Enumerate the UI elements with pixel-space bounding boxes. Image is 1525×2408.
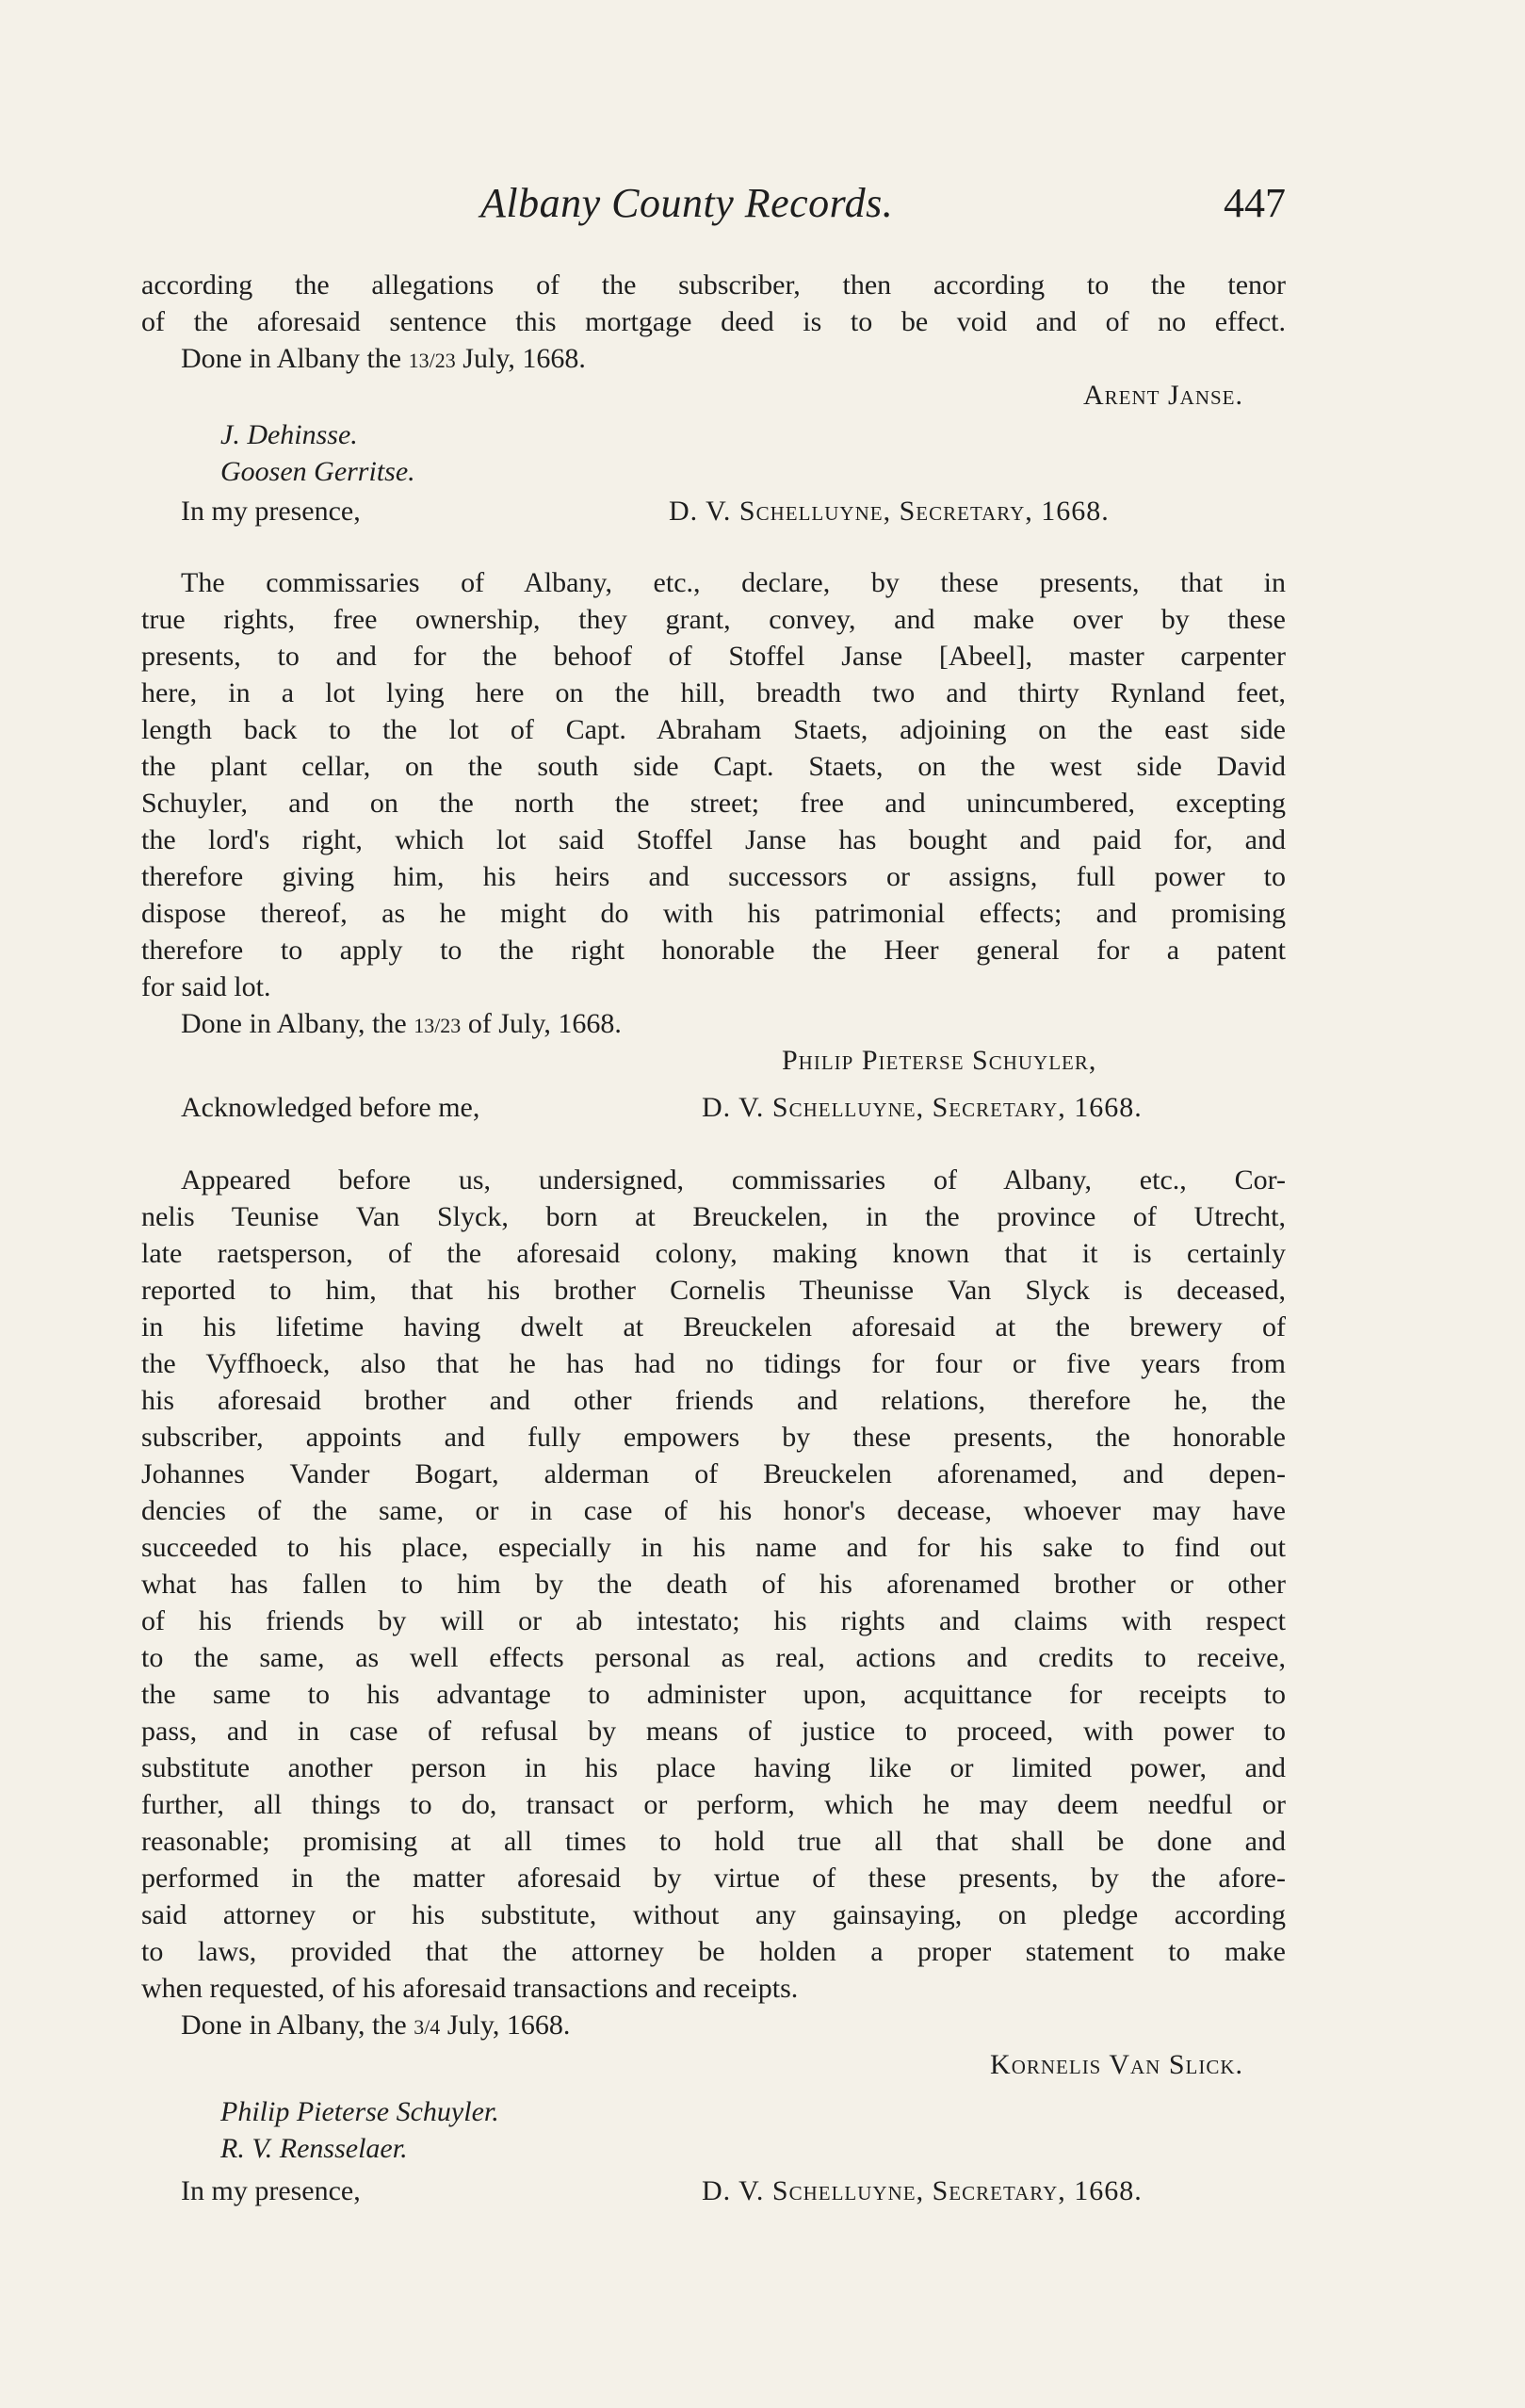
secretary-line: D. V. Schelluyne, Secretary, 1668. — [669, 496, 1110, 527]
done-line — [181, 2007, 1286, 2045]
presence-label: In my presence, — [181, 496, 361, 527]
paragraph-line: his aforesaid brother and other friends and relations, therefore he, the — [141, 1385, 1286, 1416]
paragraph-line: to laws, provided that the attorney be holden a proper statement to make — [141, 1936, 1286, 1967]
witness-name: Goosen Gerritse. — [220, 456, 415, 487]
paragraph-line: when requested, of his aforesaid transactions and receipts. — [141, 1973, 799, 2004]
page-number: 447 — [1224, 180, 1286, 226]
paragraph-line: length back to the lot of Capt. Abraham Staets, adjoining on the east side — [141, 714, 1286, 745]
paragraph-line: the Vyffhoeck, also that he has had no tidings for four or five years from — [141, 1348, 1286, 1379]
paragraph-line: Johannes Vander Bogart, alderman of Breuckelen aforenamed, and depen- — [141, 1458, 1286, 1489]
paragraph-line: pass, and in case of refusal by means of justice to proceed, with power to — [141, 1716, 1286, 1747]
done-prefix: Done in Albany, the — [181, 2009, 407, 2041]
page-header — [141, 179, 1286, 236]
paragraph-line: the same to his advantage to administer upon, acquittance for receipts to — [141, 1679, 1286, 1710]
paragraph-line: presents, to and for the behoof of Stoffel Janse [Abeel], master carpenter — [141, 641, 1286, 672]
date-fraction: 13/23 — [408, 349, 456, 372]
signer-name: Arent Janse. — [1082, 380, 1243, 411]
paragraph-line: in his lifetime having dwelt at Breuckelen aforesaid at the brewery of — [141, 1311, 1286, 1342]
done-line — [181, 340, 1286, 379]
paragraph-line: what has fallen to him by the death of his aforenamed brother or other — [141, 1569, 1286, 1600]
paragraph-line: therefore to apply to the right honorable the Heer general for a patent — [141, 935, 1286, 966]
paragraph-line: according the allegations of the subscriber, then according to the tenor — [141, 269, 1286, 301]
paragraph-line: the plant cellar, on the south side Capt. Staets, on the west side David — [141, 751, 1286, 782]
paragraph-line: Schuyler, and on the north the street; free and unincumbered, excepting — [141, 788, 1286, 819]
date-fraction: 3/4 — [414, 2015, 441, 2039]
paragraph-line: dencies of the same, or in case of his honor's decease, whoever may have — [141, 1495, 1286, 1526]
paragraph-line: true rights, free ownership, they grant, convey, and make over by these — [141, 604, 1286, 635]
paragraph-line: said attorney or his substitute, without any gainsaying, on pledge according — [141, 1899, 1286, 1930]
done-suffix: of July, 1668. — [467, 1008, 622, 1039]
secretary-line: D. V. Schelluyne, Secretary, 1668. — [702, 1092, 1143, 1123]
done-prefix: Done in Albany, the — [181, 1008, 407, 1039]
date-fraction: 13/23 — [414, 1014, 462, 1037]
secretary-line: D. V. Schelluyne, Secretary, 1668. — [702, 2175, 1143, 2206]
paragraph-line: to the same, as well effects personal as real, actions and credits to receive, — [141, 1642, 1286, 1673]
done-suffix: July, 1668. — [462, 343, 586, 374]
done-prefix: Done in Albany the — [181, 343, 402, 374]
ack-label: Acknowledged before me, — [181, 1092, 480, 1123]
witness-name: R. V. Rensselaer. — [220, 2133, 408, 2164]
paragraph-line: the lord's right, which lot said Stoffel Janse has bought and paid for, and — [141, 824, 1286, 855]
done-line — [181, 1005, 1286, 1044]
paragraph-line: The commissaries of Albany, etc., declare, by these presents, that in — [181, 567, 1286, 598]
paragraph-line: succeeded to his place, especially in his name and for his sake to find out — [141, 1532, 1286, 1563]
paragraph-line: late raetsperson, of the aforesaid colony, making known that it is certainly — [141, 1238, 1286, 1269]
paragraph-line: further, all things to do, transact or perform, which he may deem needful or — [141, 1789, 1286, 1820]
paragraph-line: of his friends by will or ab intestato; his rights and claims with respect — [141, 1605, 1286, 1636]
signer-name: Philip Pieterse Schuyler, — [782, 1045, 1097, 1076]
presence-label: In my presence, — [181, 2175, 361, 2206]
paragraph-line: therefore giving him, his heirs and successors or assigns, full power to — [141, 861, 1286, 892]
done-suffix: July, 1668. — [446, 2009, 571, 2041]
running-title: Albany County Records. — [480, 180, 894, 226]
paragraph-line: reported to him, that his brother Cornelis Theunisse Van Slyck is deceased, — [141, 1275, 1286, 1306]
paragraph-line: nelis Teunise Van Slyck, born at Breuckelen, in the province of Utrecht, — [141, 1201, 1286, 1232]
paragraph-line: Appeared before us, undersigned, commissaries of Albany, etc., Cor- — [181, 1164, 1286, 1196]
paragraph-line: substitute another person in his place having like or limited power, and — [141, 1752, 1286, 1783]
paragraph-line: for said lot. — [141, 971, 271, 1002]
paragraph-line: of the aforesaid sentence this mortgage deed is to be void and of no effect. — [141, 306, 1286, 337]
paragraph-line: performed in the matter aforesaid by virtue of these presents, by the afore- — [141, 1863, 1286, 1894]
paragraph-line: dispose thereof, as he might do with his patrimonial effects; and promising — [141, 898, 1286, 929]
paragraph-line: reasonable; promising at all times to hold true all that shall be done and — [141, 1826, 1286, 1857]
witness-name: J. Dehinsse. — [220, 419, 358, 450]
paragraph-line: subscriber, appoints and fully empowers by these presents, the honorable — [141, 1422, 1286, 1453]
signer-name: Kornelis Van Slick. — [990, 2049, 1243, 2080]
witness-name: Philip Pieterse Schuyler. — [220, 2096, 499, 2127]
paragraph-line: here, in a lot lying here on the hill, breadth two and thirty Rynland feet, — [141, 677, 1286, 708]
